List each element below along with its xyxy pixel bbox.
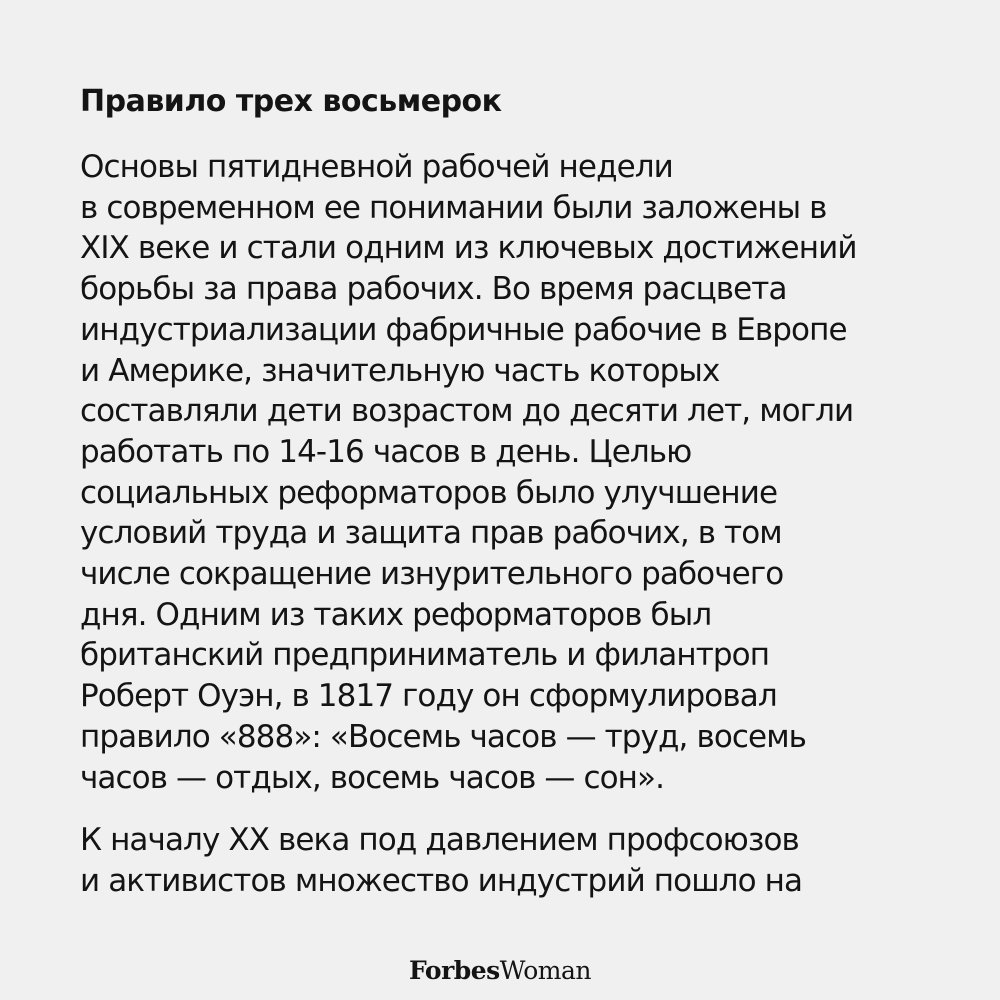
paragraph-1 (80, 147, 960, 798)
paragraph-2 (80, 820, 960, 901)
text-line: часов — отдых, восемь часов — сон». (80, 759, 665, 796)
text-line: дня. Одним из таких реформаторов был (80, 596, 712, 633)
text-line: Основы пятидневной рабочей недели (80, 149, 673, 185)
text-line: работать по 14-16 часов в день. Целью (80, 433, 692, 470)
text-line: в современном ее понимании были заложены в (80, 189, 827, 226)
logo-woman: Woman (499, 956, 591, 985)
forbes-woman-logo (0, 955, 1000, 987)
text-line: борьбы за права рабочих. Во время расцвета (80, 271, 787, 308)
text-line: британский предприниматель и филантроп (80, 637, 770, 674)
text-line: К началу XX века под давлением профсоюзов (80, 822, 799, 859)
text-line: числе сокращение изнурительного рабочего (80, 556, 784, 593)
text-line: XIX веке и стали одним из ключевых достижений (80, 230, 857, 267)
article-title: Правило трех восьмерок (80, 84, 502, 119)
text-line: правило «888»: «Восемь часов — труд, восемь (80, 718, 807, 755)
text-line: индустриализации фабричные рабочие в Европе (80, 311, 847, 348)
text-line: Роберт Оуэн, в 1817 году он сформулировал (80, 678, 777, 715)
text-line: и Америке, значительную часть которых (80, 352, 720, 389)
text-line: и активистов множество индустрий пошло на (80, 862, 803, 899)
text-line: составляли дети возрастом до десяти лет, могли (80, 393, 854, 430)
logo-forbes: Forbes (409, 956, 500, 985)
text-line: условий труда и защита прав рабочих, в том (80, 515, 782, 552)
article (80, 82, 960, 902)
text-line: социальных реформаторов было улучшение (80, 474, 778, 511)
